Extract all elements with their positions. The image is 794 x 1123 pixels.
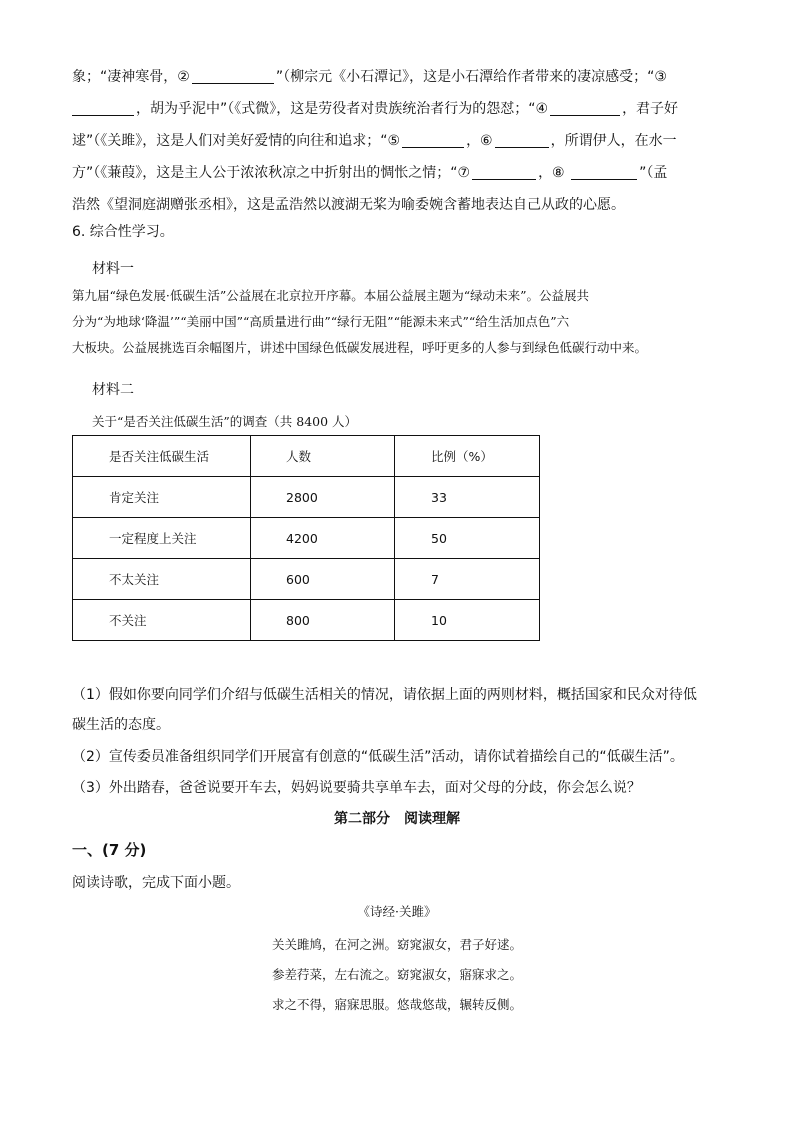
table-cell: 10: [395, 600, 540, 641]
fill-in-line-2: ，胡为乎泥中”（《式微》，这是劳役者对贵族统治者行为的怨怼；“④ ，君子好: [72, 93, 722, 125]
survey-caption: 关于“是否关注低碳生活”的调查（共 8400 人）: [92, 414, 358, 429]
subquestion-3: （3）外出踏春，爸爸说要开车去，妈妈说要骑共享单车去，面对父母的分歧，你会怎么说？: [72, 780, 641, 796]
material-2-title: 材料二: [92, 382, 134, 398]
table-cell: 一定程度上关注: [73, 518, 251, 559]
material-1-line: 分为“为地球‘降温’”“美丽中国”“高质量进行曲”“绿行无阻”“能源未来式”“给生活加点色”六: [72, 314, 570, 329]
table-row: [73, 518, 540, 559]
table-header-cell: 比例（%）: [395, 436, 540, 477]
material-1-line: 第九届“绿色发展·低碳生活”公益展在北京拉开序幕。本届公益展主题为“绿动未来”。公益展共: [72, 288, 590, 303]
answer-blank-7[interactable]: [472, 163, 536, 180]
table-cell: 不关注: [73, 600, 251, 641]
survey-table: [72, 435, 540, 641]
table-cell: 不太关注: [73, 559, 251, 600]
section-1-title: 一、(7 分): [72, 841, 147, 859]
material-1-body: [72, 283, 722, 361]
fill-in-line-1: 象；“凄神寒骨，② ”（柳宗元《小石潭记》，这是小石潭给作者带来的凄凉感受；“③: [72, 69, 667, 85]
table-cell: 800: [251, 600, 395, 641]
subquestion-1: （1）假如你要向同学们介绍与低碳生活相关的情况，请依据上面的两则材料，概括国家和民众对待低 碳生活的态度。: [72, 687, 697, 733]
table-cell: 肯定关注: [73, 477, 251, 518]
answer-blank-6[interactable]: [495, 131, 549, 148]
poem-line: 参差荇菜，左右流之。窈窕淑女，寤寐求之。: [271, 967, 522, 982]
fill-in-line-5: 浩然《望洞庭湖赠张丞相》，这是孟浩然以渡湖无桨为喻委婉含蓄地表达自己从政的心愿。: [72, 197, 625, 213]
answer-blank-4[interactable]: [550, 99, 620, 116]
table-cell: 600: [251, 559, 395, 600]
table-cell: 33: [395, 477, 540, 518]
poem-line: 关关雎鸠，在河之洲。窈窕淑女，君子好逑。: [271, 937, 522, 952]
fill-in-line-4: 方”（《蒹葭》，这是主人公于浓浓秋凉之中折射出的惆怅之情；“⑦ ，⑧ ”（孟: [72, 165, 668, 181]
table-header-cell: 是否关注低碳生活: [73, 436, 251, 477]
table-header-cell: 人数: [251, 436, 395, 477]
material-1-line: 大板块。公益展挑选百余幅图片，讲述中国绿色低碳发展进程，呼吁更多的人参与到绿色低碳行动中来。: [72, 340, 648, 355]
answer-blank-5[interactable]: [402, 131, 464, 148]
table-header-row: [73, 436, 540, 477]
poem-title: 《诗经·关雎》: [357, 904, 437, 919]
table-row: [73, 600, 540, 641]
answer-blank-3[interactable]: [72, 99, 134, 116]
answer-blank-2[interactable]: [192, 67, 274, 84]
table-cell: 4200: [251, 518, 395, 559]
poem-line: 求之不得，寤寐思服。悠哉悠哉，辗转反侧。: [271, 997, 522, 1012]
reading-instruction: 阅读诗歌，完成下面小题。: [72, 875, 240, 891]
question-6-heading: 6. 综合性学习。: [72, 224, 174, 240]
table-row: [73, 477, 540, 518]
table-cell: 50: [395, 518, 540, 559]
poem-body: [0, 930, 794, 1020]
fill-in-line-3: 逑”（《关雎》，这是人们对美好爱情的向往和追求；“⑤ ，⑥ ，所谓伊人，在水一: [72, 133, 677, 149]
table-cell: 2800: [251, 477, 395, 518]
answer-blank-8[interactable]: [571, 163, 637, 180]
table-cell: 7: [395, 559, 540, 600]
fill-in-paragraph: [72, 61, 722, 221]
table-row: [73, 559, 540, 600]
subquestion-2: （2）宣传委员准备组织同学们开展富有创意的“低碳生活”活动，请你试着描绘自己的“低碳生活”。: [72, 749, 684, 765]
material-1-title: 材料一: [92, 261, 134, 277]
part-2-title: 第二部分 阅读理解: [334, 811, 460, 827]
